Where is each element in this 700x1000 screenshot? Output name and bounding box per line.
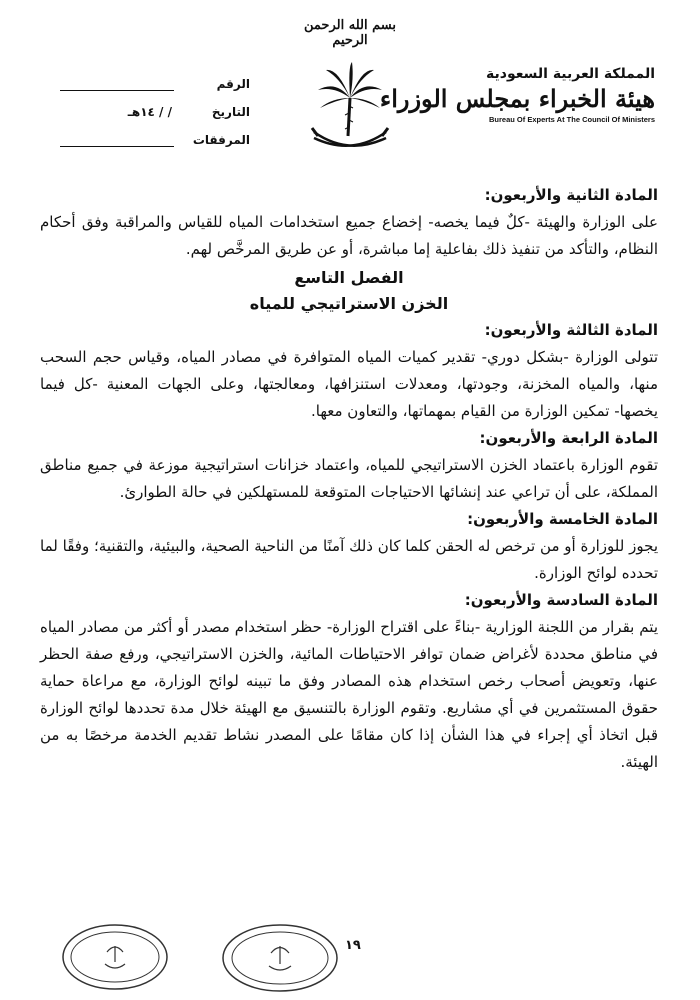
document-body [40,182,658,776]
article-heading: المادة الخامسة والأربعون: [467,510,658,528]
bureau-name-english: Bureau Of Experts At The Council Of Ministers [489,115,655,124]
chapter-number: الفصل التاسع [294,268,404,287]
organization-block [379,66,655,124]
ref-row [60,70,250,98]
ref-label: الرقم [216,77,250,91]
reference-fields [60,70,250,154]
article-text: تتولى الوزارة -بشكل دوري- تقدير كميات المياه المتوافرة في مصادر المياه، وقياس حجم السحب منها، والمياه المخزنة، وجودتها، ومعدلات استنزافها، ومعالجتها، وعلى الجهات المعنية -كل فيما يخصها- تمكين الوزارة من القيام بمهماتها، والتعاون معها. [40,348,658,420]
article-heading: المادة الثالثة والأربعون: [484,321,658,339]
chapter-title: الخزن الاستراتيجي للمياه [249,294,449,313]
attachments-row [60,126,250,154]
date-value: / / ١٤هـ [127,105,172,119]
attachments-line [60,134,174,147]
attachments-label: المرفقات [192,133,250,147]
article-heading: المادة الثانية والأربعون: [484,186,658,204]
article-text: على الوزارة والهيئة -كلٌ فيما يخصه- إخضاع جميع استخدامات المياه للقياس والمراقبة وفق أحكام النظام، والتأكد من تنفيذ ذلك بفاعلية إما مباشرة، أو عن طريق المرخَّص لهم. [40,213,658,258]
official-seal-right [220,922,340,994]
basmala: بسم الله الرحمن الرحيم [304,18,396,48]
official-seal-left [60,922,170,992]
bureau-name-arabic: هيئة الخبراء بمجلس الوزراء [379,84,655,113]
date-row [60,98,250,126]
article-heading: المادة الرابعة والأربعون: [479,429,658,447]
ref-line [60,78,174,91]
date-label: التاريخ [211,105,250,119]
article-text: يتم بقرار من اللجنة الوزارية -بناءً على اقتراح الوزارة- حظر استخدام مصدر أو أكثر من مصادر المياه في مناطق محددة لأغراض ضمان توافر الاحتياطات المائية، والخزن الاستراتيجي، ورفع صفة الحظر عنها، وتعويض أصحاب رخص استخدام هذه المصادر وفق ما تبينه لوائح الوزارة، مع مراعاة حماية حقوق المستثمرين في أي مشاريع. وتقوم الوزارة بالتنسيق مع الهيئة خلال مدة تحددها لوائح الوزارة قبل اتخاذ أي إجراء في هذا الشأن إذا كان مقامًا على المصدر نشاط تقديم الخدمة مرخصًا به من الهيئة. [40,618,658,771]
article-heading: المادة السادسة والأربعون: [464,591,658,609]
article-text: تقوم الوزارة باعتماد الخزن الاستراتيجي للمياه، واعتماد خزانات استراتيجية موزعة في جميع مناطق المملكة، على أن تراعي عند إنشائها الاحتياجات المتوقعة للمستهلكين في حالة الطوارئ. [40,456,658,501]
article-text: يجوز للوزارة أو من ترخص له الحقن كلما كان ذلك آمنًا من الناحية الصحية، والبيئية، والتقنية؛ وفقًا لما تحدده لوائح الوزارة. [40,537,658,582]
page-number: ١٩ [345,938,361,953]
kingdom-name: المملكة العربية السعودية [486,66,655,82]
